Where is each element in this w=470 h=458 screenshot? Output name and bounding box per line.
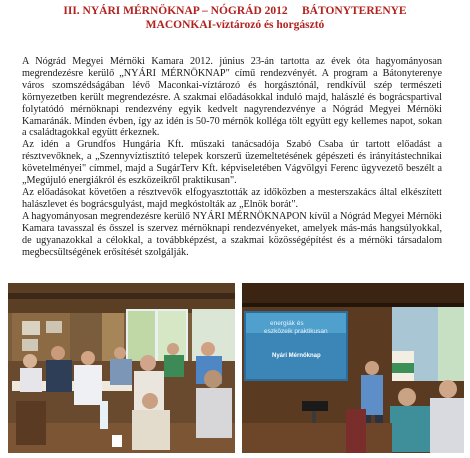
paragraph-1: A Nógrád Megyei Mérnöki Kamara 2012. június 23-án tartotta az évek óta hagyományosan megrendezésre kerülő „NYÁRI MÉRNÖKNAP" című rendezvényét. A program a Bátonyterenye város szomszédságában lévő Maconkai-víztározó és horgásztónál, rendkívül szép természeti környezetben került megrendezésre. A szakmai előadásokkal induló majd, halászlé és bográcspartival folytatódó mérnöknapi rendezvény egyik kedvelt nagyrendezvénye a Nógrád Megyei Mérnöki Kamaránák. Minden évben, így az idén is 50-70 mérnök kolléga tölt együtt egy kellemes napot, sokan a családtagokkal együtt érkeznek.: [22, 56, 442, 139]
slide-line-2: eszközeik praktikusan: [264, 328, 328, 335]
photo-meeting-attendees: [8, 283, 235, 453]
paragraph-3: Az előadásokat követően a résztvevők elfogyasztották az időközben a mesterszakács által elkészített halászlevet és bográcsgulyást, majd megkóstolták az „Elnök borát".: [22, 186, 442, 210]
article-body: [22, 56, 442, 258]
photo-presentation: [242, 283, 464, 453]
title-line-2: MACONKAI-víztározó és horgásztó: [145, 19, 325, 31]
slide-line-1: energiák és: [270, 320, 304, 327]
paragraph-4: A hagyományosan megrendezésre kerülő NYÁRI MÉRNÖKNAPON kívül a Nógrád Megyei Mérnöki Kamara tavasszal és ősszel is szervez mérnöknapi rendezvényeket, amelyek más-más hangsúlyokkal, de ugyanazokkal a célokkal, a továbbképzést, a szakmai közösségépítést és a mérnöki társadalom megbecsültségének erősítését szolgálják.: [22, 210, 442, 258]
paragraph-2: Az idén a Grundfos Hungária Kft. műszaki tanácsadója Szabó Csaba úr tartott előadást a résztvevőknek, a „Szennyvíztisztító telepek korszerű üzemeltetésének gépészeti és irányítástechnikai követelményei" címmel, majd a SugárTerv Kft. képviseletében Vágvölgyi Ferenc ügyvezető beszélt a „Megújuló energiákról és eszközeikről praktikusan".: [22, 139, 442, 187]
slide-subtitle: Nyári Mérnöknap: [272, 353, 321, 359]
title-line-1: III. NYÁRI MÉRNÖKNAP – NÓGRÁD 2012 BÁTONYTERENYE: [63, 5, 407, 17]
page-title: [0, 4, 470, 32]
